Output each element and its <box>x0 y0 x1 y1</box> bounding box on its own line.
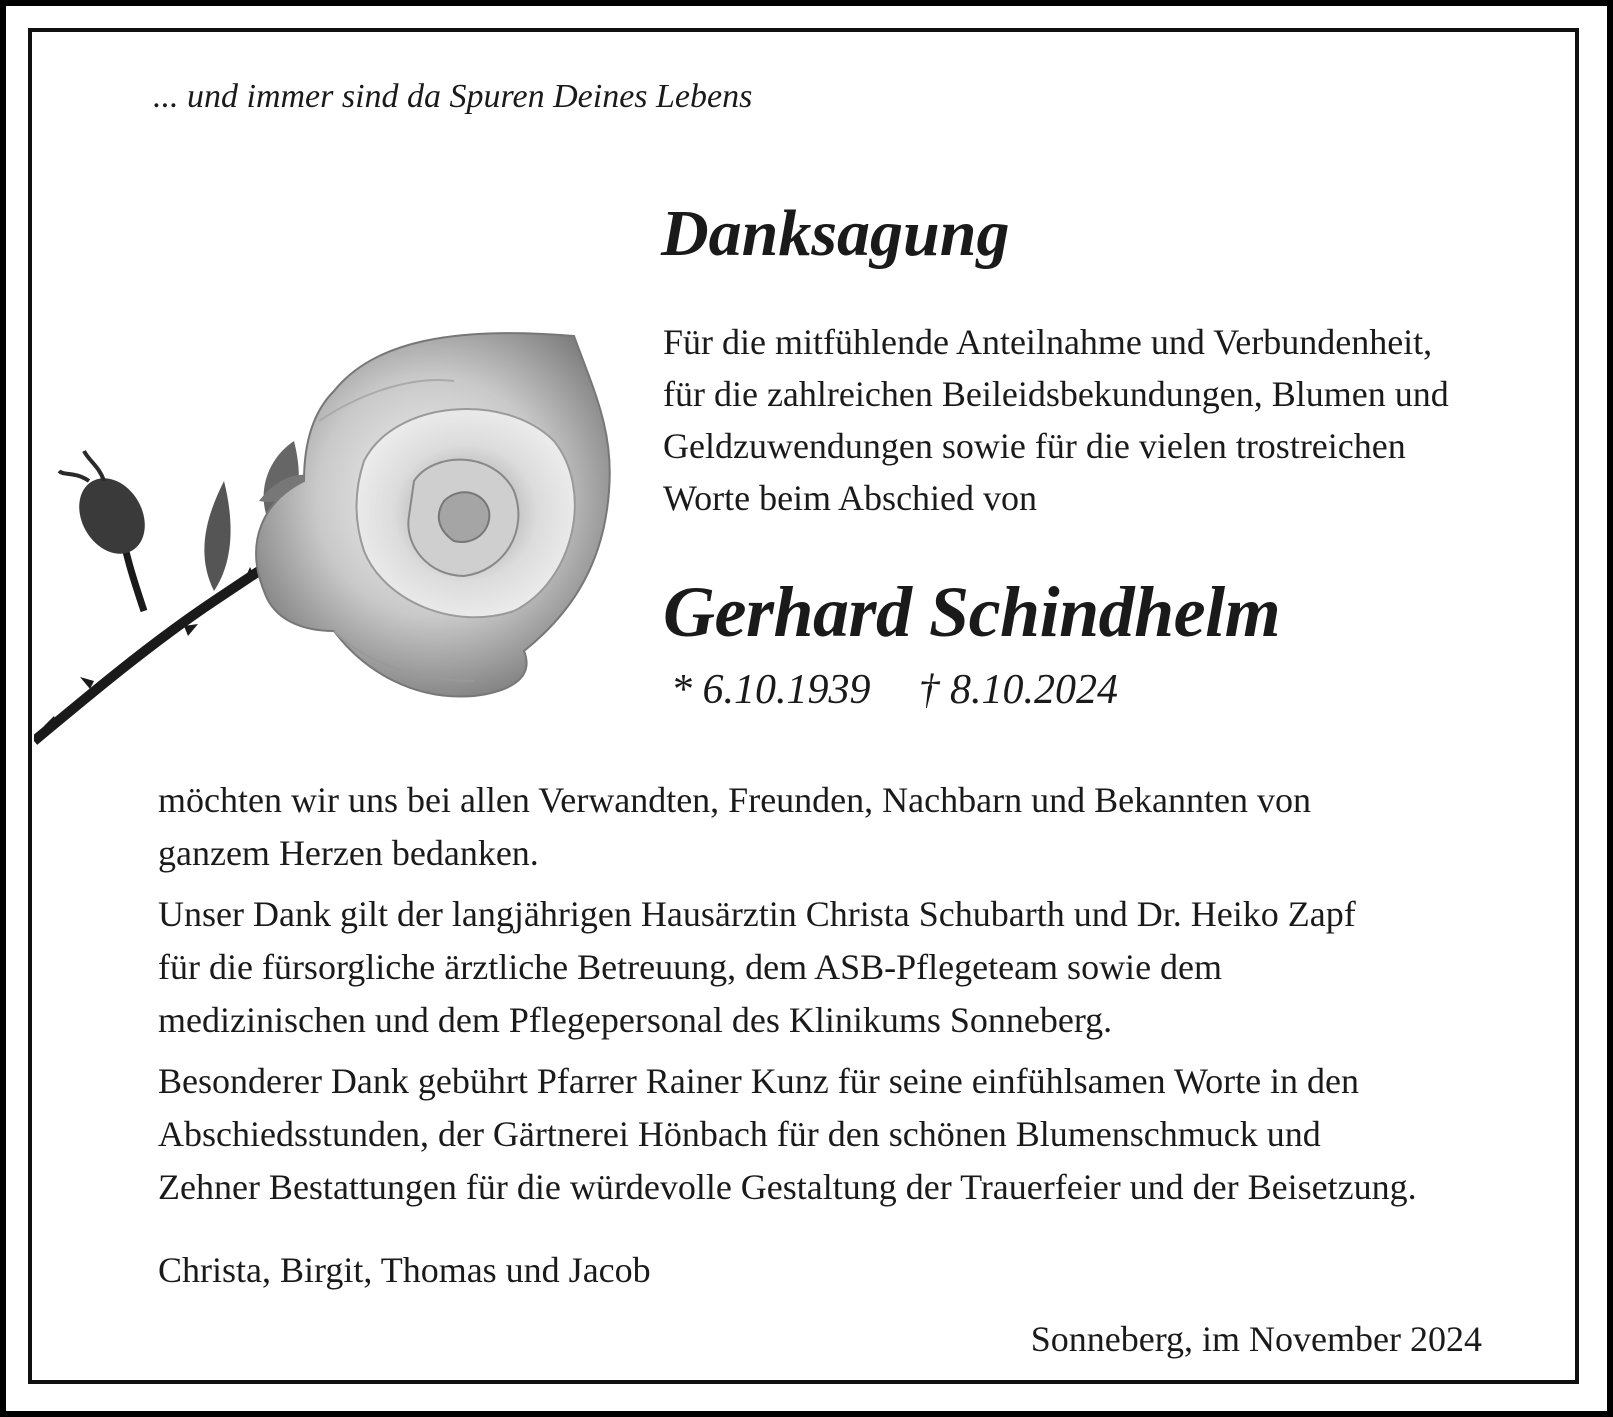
title-heading: Danksagung <box>661 197 1010 270</box>
intro-line: Worte beim Abschied von <box>663 478 1038 518</box>
intro-line: Für die mitfühlende Anteilnahme und Verbundenheit, <box>663 322 1433 362</box>
deceased-name: Gerhard Schindhelm <box>663 572 1281 652</box>
rose-image <box>34 331 634 771</box>
intro-line: Geldzuwendungen sowie für die vielen trostreichen <box>663 426 1406 466</box>
body-line: Unser Dank gilt der langjährigen Hausärztin Christa Schubarth und Dr. Heiko Zapf <box>158 894 1356 934</box>
paragraph <box>158 1055 1578 1214</box>
body-line: Besonderer Dank gebührt Pfarrer Rainer Kunz für seine einfühlsamen Worte in den <box>158 1061 1360 1101</box>
body-line: ganzem Herzen bedanken. <box>158 833 539 873</box>
death-date: † 8.10.2024 <box>918 667 1118 713</box>
body-line: für die fürsorgliche ärztliche Betreuung, dem ASB-Pflegeteam sowie dem <box>158 947 1223 987</box>
motto-line: ... und immer sind da Spuren Deines Lebens <box>153 78 753 115</box>
thanks-body <box>158 774 1578 1222</box>
paragraph <box>158 888 1578 1047</box>
intro-line: für die zahlreichen Beileidsbekundungen, Blumen und <box>663 374 1449 414</box>
place-date: Sonneberg, im November 2024 <box>1030 1319 1482 1359</box>
birth-date: * 6.10.1939 <box>671 667 871 713</box>
body-line: möchten wir uns bei allen Verwandten, Freunden, Nachbarn und Bekannten von <box>158 780 1312 820</box>
signers: Christa, Birgit, Thomas und Jacob <box>158 1250 651 1290</box>
life-dates <box>671 666 1118 714</box>
body-line: Zehner Bestattungen für die würdevolle Gestaltung der Trauerfeier und der Beisetzung. <box>158 1167 1417 1207</box>
body-line: medizinischen und dem Pflegepersonal des Klinikums Sonneberg. <box>158 1000 1113 1040</box>
obituary-card <box>6 6 1607 1411</box>
paragraph <box>158 774 1578 880</box>
body-line: Abschiedsstunden, der Gärtnerei Hönbach für den schönen Blumenschmuck und <box>158 1114 1321 1154</box>
intro-text <box>663 316 1543 524</box>
